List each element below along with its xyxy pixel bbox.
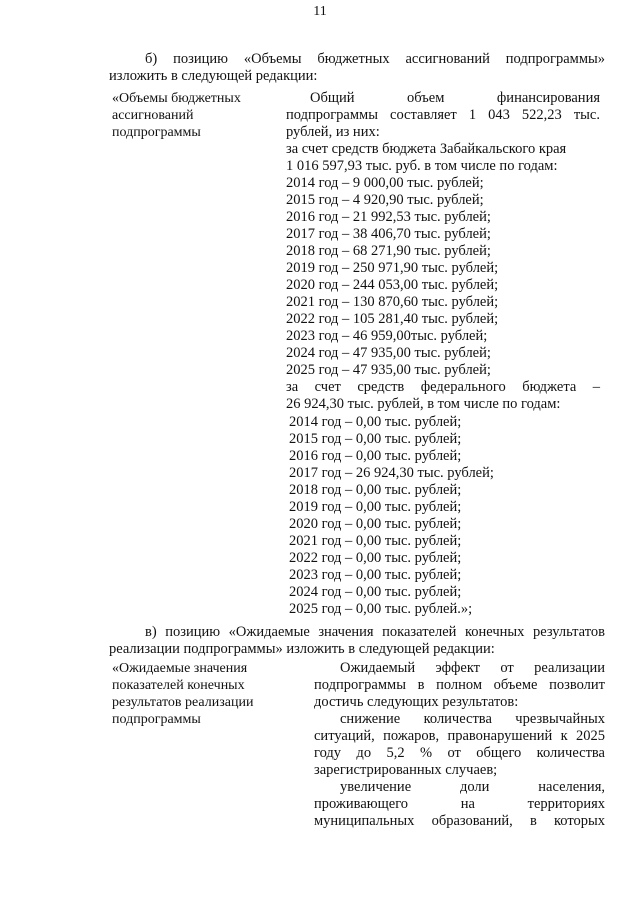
label-line: подпрограммы	[112, 125, 201, 140]
page-number: 11	[313, 4, 327, 19]
text-line: за счет средств федерального бюджета –	[286, 379, 600, 395]
label-line: «Объемы бюджетных	[112, 91, 241, 106]
year-line: 2017 год – 26 924,30 тыс. рублей;	[289, 465, 494, 481]
section-b-intro-line-1: б) позицию «Объемы бюджетных ассигнований подпрограммы»	[145, 51, 605, 67]
year-line: 2015 год – 0,00 тыс. рублей;	[289, 431, 462, 447]
year-line: 2019 год – 250 971,90 тыс. рублей;	[286, 260, 499, 276]
text-line: муниципальных образований, в которых	[314, 813, 605, 829]
label-line: «Ожидаемые значения	[112, 661, 248, 676]
section-v-intro-line-1: в) позицию «Ожидаемые значения показателей конечных результатов	[145, 624, 605, 640]
year-line: 2022 год – 0,00 тыс. рублей;	[289, 550, 462, 566]
year-line: 2021 год – 130 870,60 тыс. рублей;	[286, 294, 499, 310]
year-line: 2025 год – 47 935,00 тыс. рублей;	[286, 362, 491, 378]
year-line: 2017 год – 38 406,70 тыс. рублей;	[286, 226, 491, 242]
label-line: ассигнований	[112, 108, 194, 123]
year-line: 2023 год – 46 959,00тыс. рублей;	[286, 328, 488, 344]
text-line: снижение количества чрезвычайных	[340, 711, 605, 727]
year-line: 2014 год – 9 000,00 тыс. рублей;	[286, 175, 484, 191]
year-line: 2025 год – 0,00 тыс. рублей.»;	[289, 601, 473, 617]
year-line: 2019 год – 0,00 тыс. рублей;	[289, 499, 462, 515]
section-b-intro-line-2: изложить в следующей редакции:	[109, 68, 318, 84]
label-line: результатов реализации	[112, 695, 254, 710]
year-line: 2020 год – 244 053,00 тыс. рублей;	[286, 277, 499, 293]
text-line: проживающего на территориях	[314, 796, 605, 812]
year-line: 2015 год – 4 920,90 тыс. рублей;	[286, 192, 484, 208]
text-line: Общий объем финансирования	[310, 90, 600, 106]
year-line: 2022 год – 105 281,40 тыс. рублей;	[286, 311, 499, 327]
text-line: подпрограммы составляет 1 043 522,23 тыс.	[286, 107, 600, 123]
year-line: 2021 год – 0,00 тыс. рублей;	[289, 533, 462, 549]
year-line: 2023 год – 0,00 тыс. рублей;	[289, 567, 462, 583]
label-line: показателей конечных	[112, 678, 245, 693]
year-line: 2016 год – 0,00 тыс. рублей;	[289, 448, 462, 464]
year-line: 2016 год – 21 992,53 тыс. рублей;	[286, 209, 491, 225]
year-line: 2018 год – 68 271,90 тыс. рублей;	[286, 243, 491, 259]
year-line: 2018 год – 0,00 тыс. рублей;	[289, 482, 462, 498]
year-line: 2024 год – 0,00 тыс. рублей;	[289, 584, 462, 600]
text-line: ситуаций, пожаров, правонарушений к 2025	[314, 728, 605, 744]
text-line: 26 924,30 тыс. рублей, в том числе по годам:	[286, 396, 561, 412]
year-line: 2020 год – 0,00 тыс. рублей;	[289, 516, 462, 532]
text-line: году до 5,2 % от общего количества	[314, 745, 605, 761]
text-line: за счет средств бюджета Забайкальского края	[286, 141, 567, 157]
text-line: Ожидаемый эффект от реализации	[340, 660, 605, 676]
text-line: 1 016 597,93 тыс. руб. в том числе по годам:	[286, 158, 558, 174]
text-line: увеличение доли населения,	[340, 779, 605, 795]
section-v-intro-line-2: реализации подпрограммы» изложить в следующей редакции:	[109, 641, 495, 657]
text-line: достичь следующих результатов:	[314, 694, 519, 710]
year-line: 2024 год – 47 935,00 тыс. рублей;	[286, 345, 491, 361]
text-line: зарегистрированных случаев;	[314, 762, 498, 778]
label-line: подпрограммы	[112, 712, 201, 727]
year-line: 2014 год – 0,00 тыс. рублей;	[289, 414, 462, 430]
text-line: рублей, из них:	[286, 124, 380, 140]
text-line: подпрограммы в полном объеме позволит	[314, 677, 605, 693]
